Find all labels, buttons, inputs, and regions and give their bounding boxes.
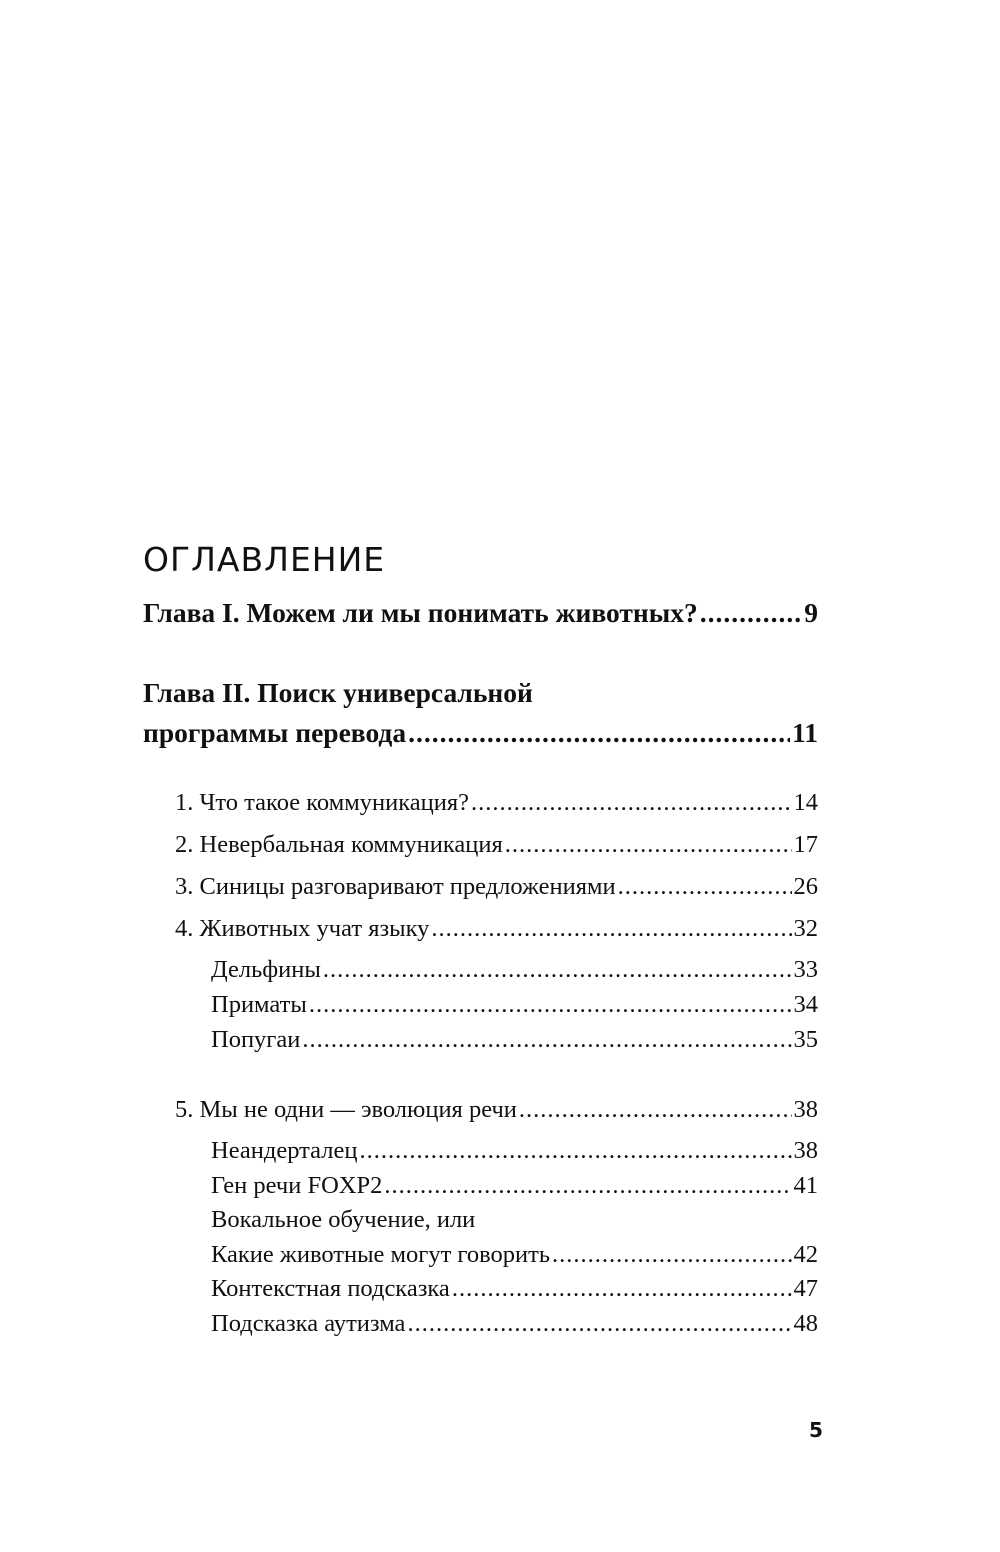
toc-chapter-2-title-line1: Глава II. Поиск универсальной [143, 677, 533, 708]
dot-leader [309, 990, 792, 1020]
toc-subsection-title: Подсказка аутизма [211, 1310, 406, 1337]
dot-leader [519, 1095, 792, 1125]
toc-chapter-title: программы перевода [143, 717, 407, 748]
toc-chapter-2 [143, 716, 818, 750]
toc-subsection [211, 1171, 818, 1201]
dot-leader [302, 1025, 791, 1055]
toc-page-number: 35 [793, 1026, 818, 1053]
toc-section-title: 1. Что такое коммуникация? [175, 789, 469, 816]
toc-page-number: 9 [804, 597, 818, 628]
toc-section [175, 1095, 818, 1125]
toc-chapter-title: Глава I. Можем ли мы понимать животных? [143, 597, 698, 628]
toc-subsection-title: Приматы [211, 991, 307, 1018]
toc-subsection [211, 1025, 818, 1055]
toc-page-number: 17 [793, 831, 818, 858]
toc-subsection-title: Ген речи FOXP2 [211, 1172, 383, 1199]
dot-leader [700, 596, 803, 630]
dot-leader [505, 830, 792, 860]
dot-leader [452, 1274, 792, 1304]
toc-section [175, 830, 818, 860]
toc-section-title: 3. Синицы разговаривают предложениями [175, 873, 616, 900]
toc-section [175, 872, 818, 902]
toc-subsection [211, 990, 818, 1020]
toc-page-number: 32 [793, 915, 818, 942]
dot-leader [471, 788, 792, 818]
toc-page-number: 26 [793, 873, 818, 900]
toc-page-number: 11 [792, 717, 818, 748]
dot-leader [431, 914, 791, 944]
toc-page-number: 42 [793, 1241, 818, 1268]
dot-leader [618, 872, 792, 902]
page-number: 5 [809, 1418, 823, 1442]
toc-page-number: 14 [793, 789, 818, 816]
toc-page-number: 48 [793, 1310, 818, 1337]
toc-subsection [211, 1240, 818, 1270]
toc-subsection [211, 955, 818, 985]
dot-leader [323, 955, 792, 985]
toc-subsection-title-line1: Вокальное обучение, или [211, 1206, 476, 1233]
toc-page-number: 47 [793, 1275, 818, 1302]
dot-leader [552, 1240, 791, 1270]
dot-leader [384, 1171, 791, 1201]
toc-section [175, 788, 818, 818]
toc-section-title: 4. Животных учат языку [175, 915, 430, 942]
toc-page-number: 33 [793, 956, 818, 983]
toc-subsection-title: Контекстная подсказка [211, 1275, 450, 1302]
dot-leader [408, 716, 790, 750]
toc-section-title: 5. Мы не одни — эволюция речи [175, 1096, 517, 1123]
toc-subsection-title: Какие животные могут говорить [211, 1241, 551, 1268]
toc-page-number: 41 [793, 1172, 818, 1199]
dot-leader [359, 1136, 791, 1166]
toc-subsection-title: Попугаи [211, 1026, 301, 1053]
toc-page-number: 38 [793, 1137, 818, 1164]
toc-section [175, 914, 818, 944]
toc-subsection [211, 1309, 818, 1339]
toc-subsection [211, 1274, 818, 1304]
toc-chapter-1 [143, 596, 818, 630]
toc-page-number: 34 [793, 991, 818, 1018]
toc-page-number: 38 [793, 1096, 818, 1123]
toc-heading: ОГЛАВЛЕНИЕ [143, 540, 386, 579]
dot-leader [407, 1309, 791, 1339]
toc-section-title: 2. Невербальная коммуникация [175, 831, 503, 858]
toc-subsection-title: Неандерталец [211, 1137, 358, 1164]
toc-subsection [211, 1136, 818, 1166]
toc-subsection-title: Дельфины [211, 956, 321, 983]
